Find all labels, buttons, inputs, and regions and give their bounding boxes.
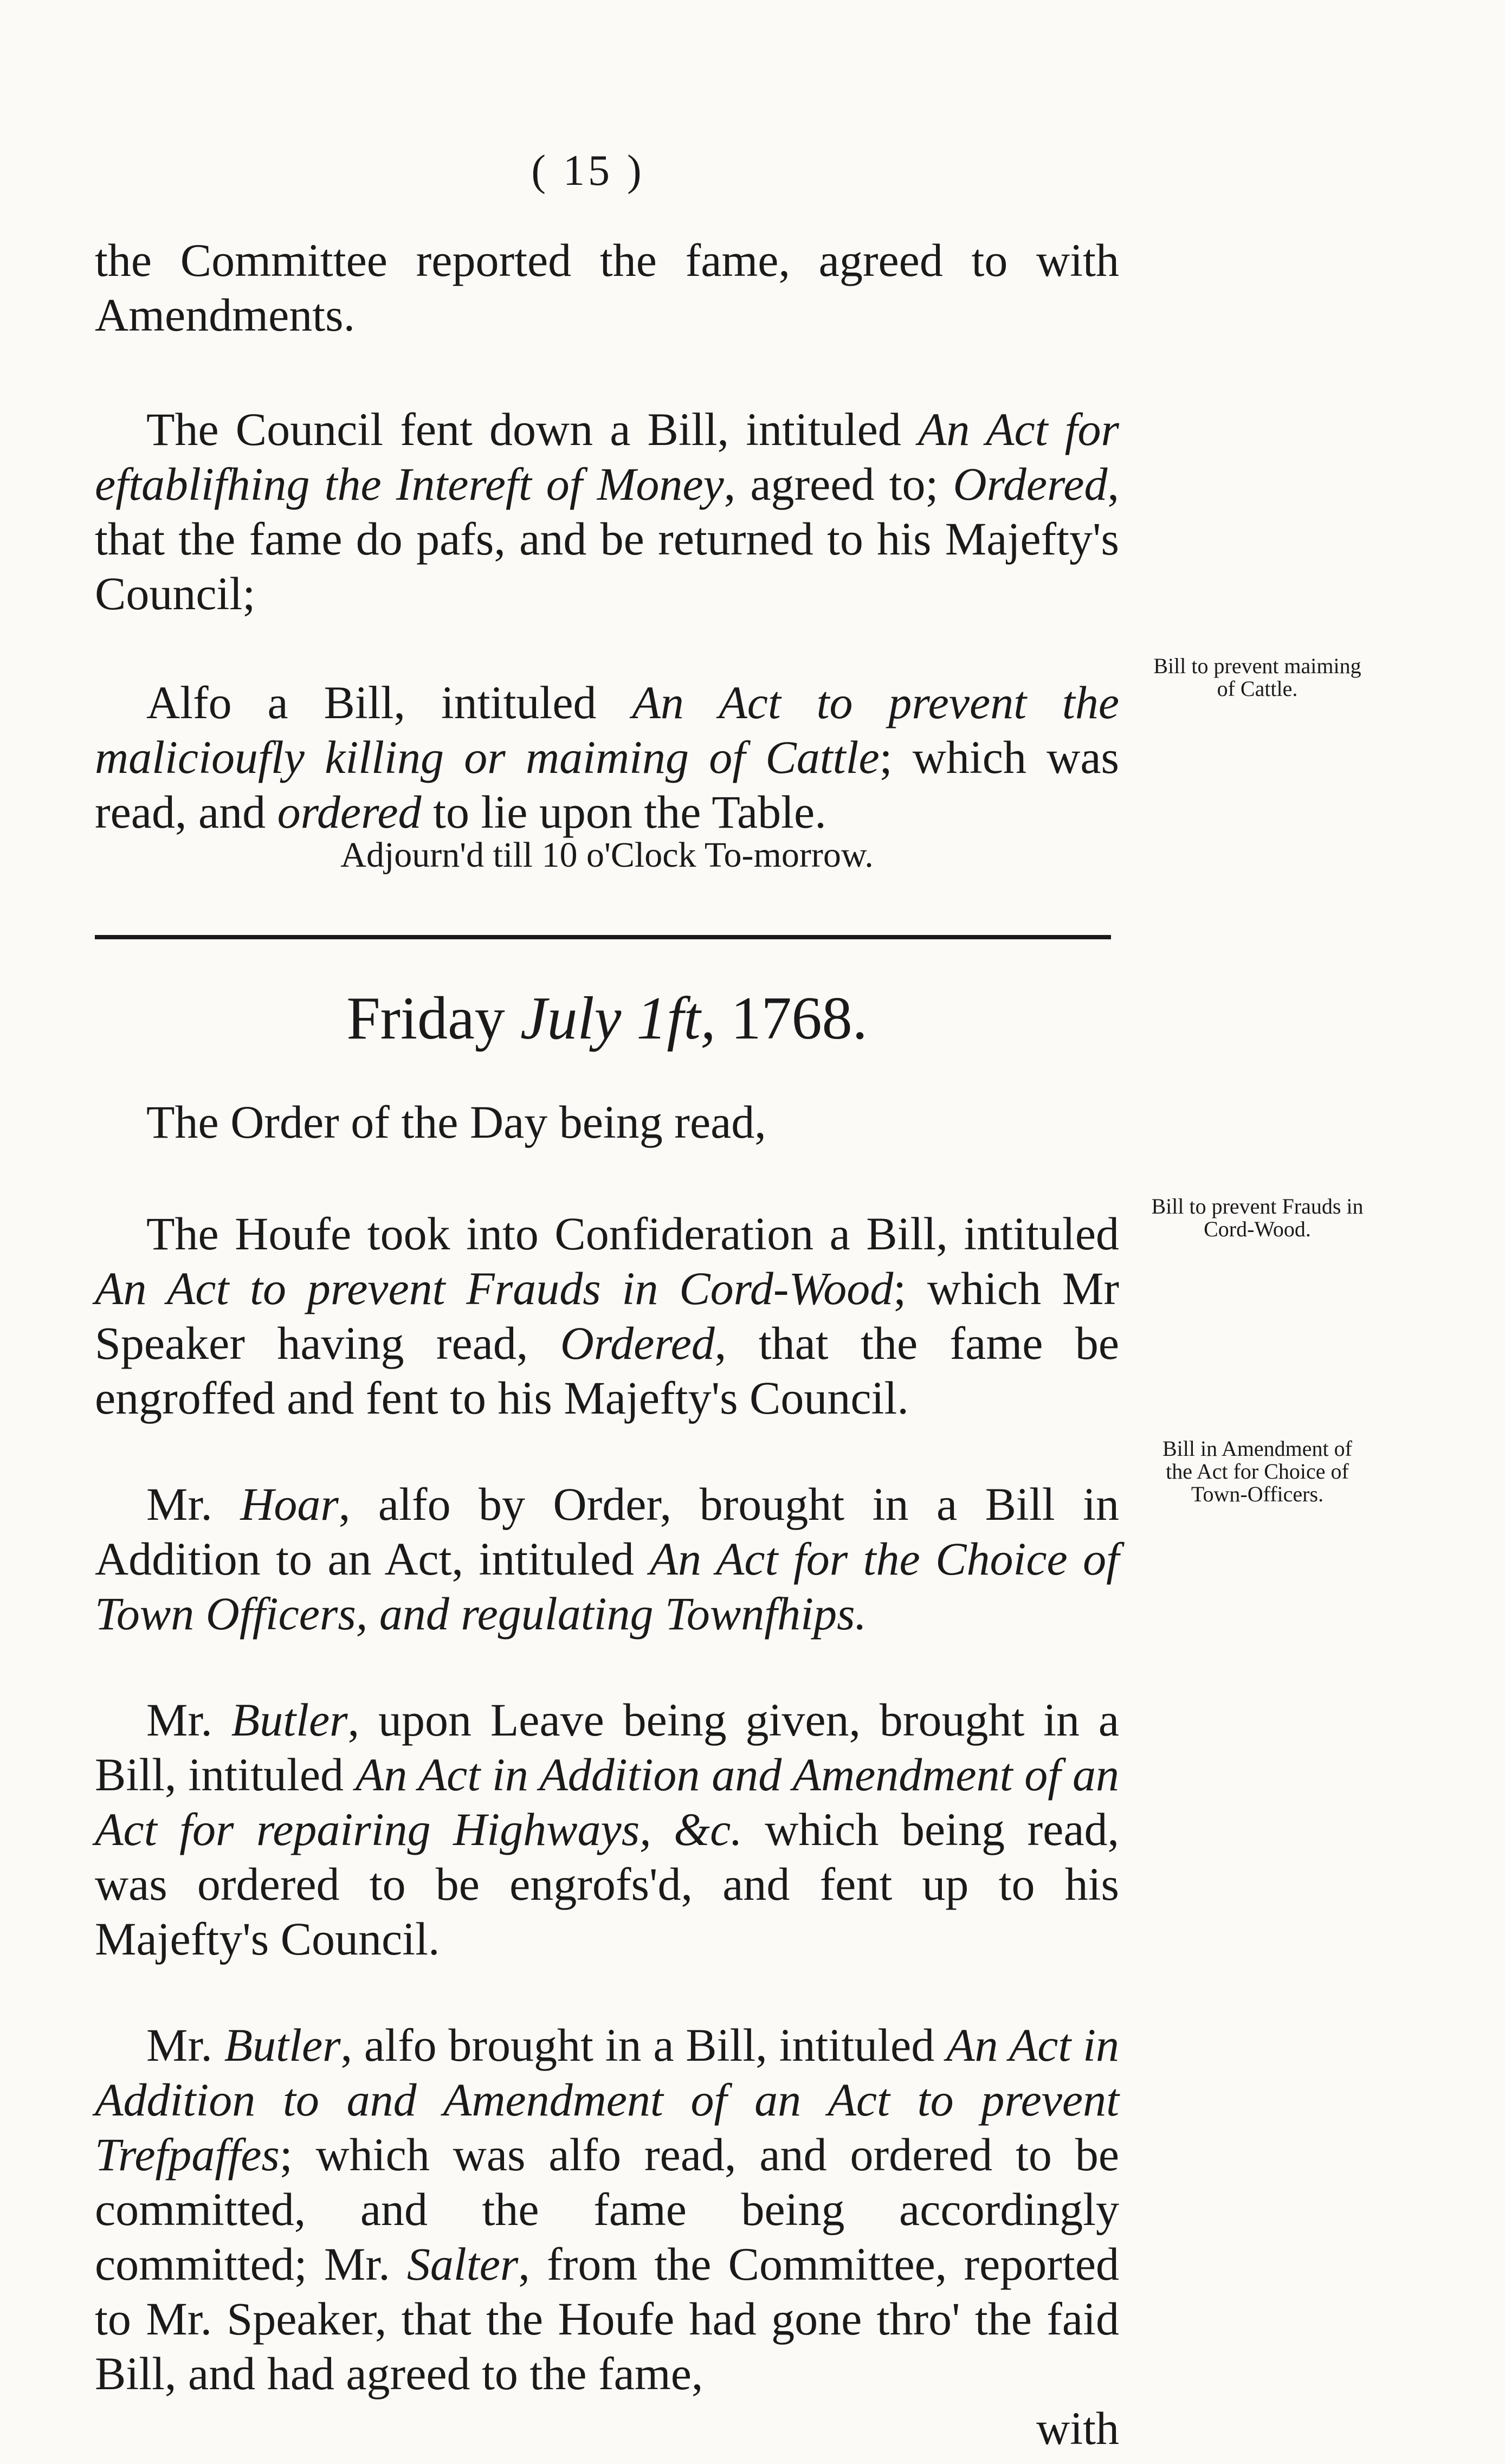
bill-title-trespasses: An Act in Addition to and Amendment of an Act to prevent Trefpaffes [95, 2019, 1119, 2181]
name-salter: Salter [406, 2238, 519, 2290]
bottom-text-block [95, 1095, 1119, 2456]
text-run: , that the fame do pafs, and be returned to his Majefty's Council; [95, 458, 1119, 620]
bill-title-town-officers: An Act for the Choice of Town Officers, and regulating Townfhips. [95, 1533, 1119, 1640]
bill-title-interest-money: An Act for eftablifhing the Intereft of Money [95, 403, 1120, 510]
text-run: , upon Leave being given, brought in a Bill, intituled [95, 1694, 1119, 1801]
text-run: Alfo a Bill, intituled [146, 676, 632, 728]
paragraph-butler-highways [95, 1693, 1119, 1966]
text-run: The Houfe took into Confideration a Bill, intituled [146, 1208, 1119, 1260]
paragraph-hoar-bill [95, 1477, 1119, 1641]
paragraph-cordwood-bill [95, 1207, 1119, 1425]
name-butler: Butler [224, 2019, 341, 2071]
paragraph-council-bill [95, 402, 1119, 621]
name-butler: Butler [231, 1694, 348, 1746]
text-run: Mr. [146, 1694, 231, 1746]
text-run: , that the fame be engroffed and fent to his Majefty's Council. [95, 1317, 1119, 1424]
catchword: with [1036, 2402, 1119, 2454]
paragraph-committee: the Committee reported the fame, agreed to with Amendments. [95, 234, 1119, 341]
text-run: to lie upon the Table. [421, 786, 826, 838]
text-run: Mr. [146, 1478, 241, 1530]
paragraph-butler-trespasses [95, 2018, 1119, 2401]
text-run: ; which Mr Speaker having read, [95, 1262, 1119, 1369]
heading-date: July 1ft, [520, 985, 716, 1052]
bill-title-cattle: An Act to prevent the malicioufly killing or maiming of Cattle [95, 676, 1119, 783]
bill-title-cordwood: An Act to prevent Frauds in Cord-Wood [95, 1262, 894, 1314]
bill-title-highways: An Act in Addition and Amendment of an Act for repairing Highways, &c. [95, 1749, 1120, 1855]
text-run: , alfo by Order, brought in a Bill in Addition to an Act, intituled [95, 1478, 1119, 1585]
text-run: , agreed to; [724, 458, 953, 510]
ordered-italic: Ordered [953, 458, 1108, 510]
paragraph-order-of-day: The Order of the Day being read, [146, 1096, 766, 1148]
heading-year: 1768. [715, 985, 868, 1052]
margin-note-town-officers: Bill in Amendment of the Act for Choice of Town-Officers. [1162, 1436, 1352, 1506]
text-run: , from the Committee, reported to Mr. Speaker, that the Houfe had gone thro' the faid Bill, and had agreed to the fame, [95, 2238, 1119, 2400]
date-heading [95, 984, 1119, 1054]
top-text-block [95, 233, 1119, 840]
text-run: , alfo brought in a Bill, intituled [340, 2019, 946, 2071]
heading-day: Friday [346, 985, 520, 1052]
margin-note-cattle: Bill to prevent maiming of Cattle. [1153, 654, 1361, 701]
paragraph-cattle-bill [95, 675, 1119, 840]
ordered-italic: ordered [277, 786, 422, 838]
section-divider-rule [95, 935, 1111, 939]
text-run: ; which was read, and [95, 731, 1119, 838]
adjournment-line: Adjourn'd till 10 o'Clock To-morrow. [340, 835, 874, 875]
ordered-italic: Ordered [560, 1317, 715, 1369]
page-number: ( 15 ) [531, 147, 645, 195]
margin-note-cordwood: Bill to prevent Frauds in Cord-Wood. [1151, 1194, 1364, 1241]
name-hoar: Hoar [240, 1478, 339, 1530]
text-run: ; which was alfo read, and ordered to be committed, and the fame being accordingly committed; Mr. [95, 2128, 1119, 2290]
text-run: which being read, was ordered to be engrofs'd, and fent up to his Majefty's Council. [95, 1803, 1120, 1965]
text-run: The Council fent down a Bill, intituled [146, 403, 918, 455]
text-run: Mr. [146, 2019, 224, 2071]
